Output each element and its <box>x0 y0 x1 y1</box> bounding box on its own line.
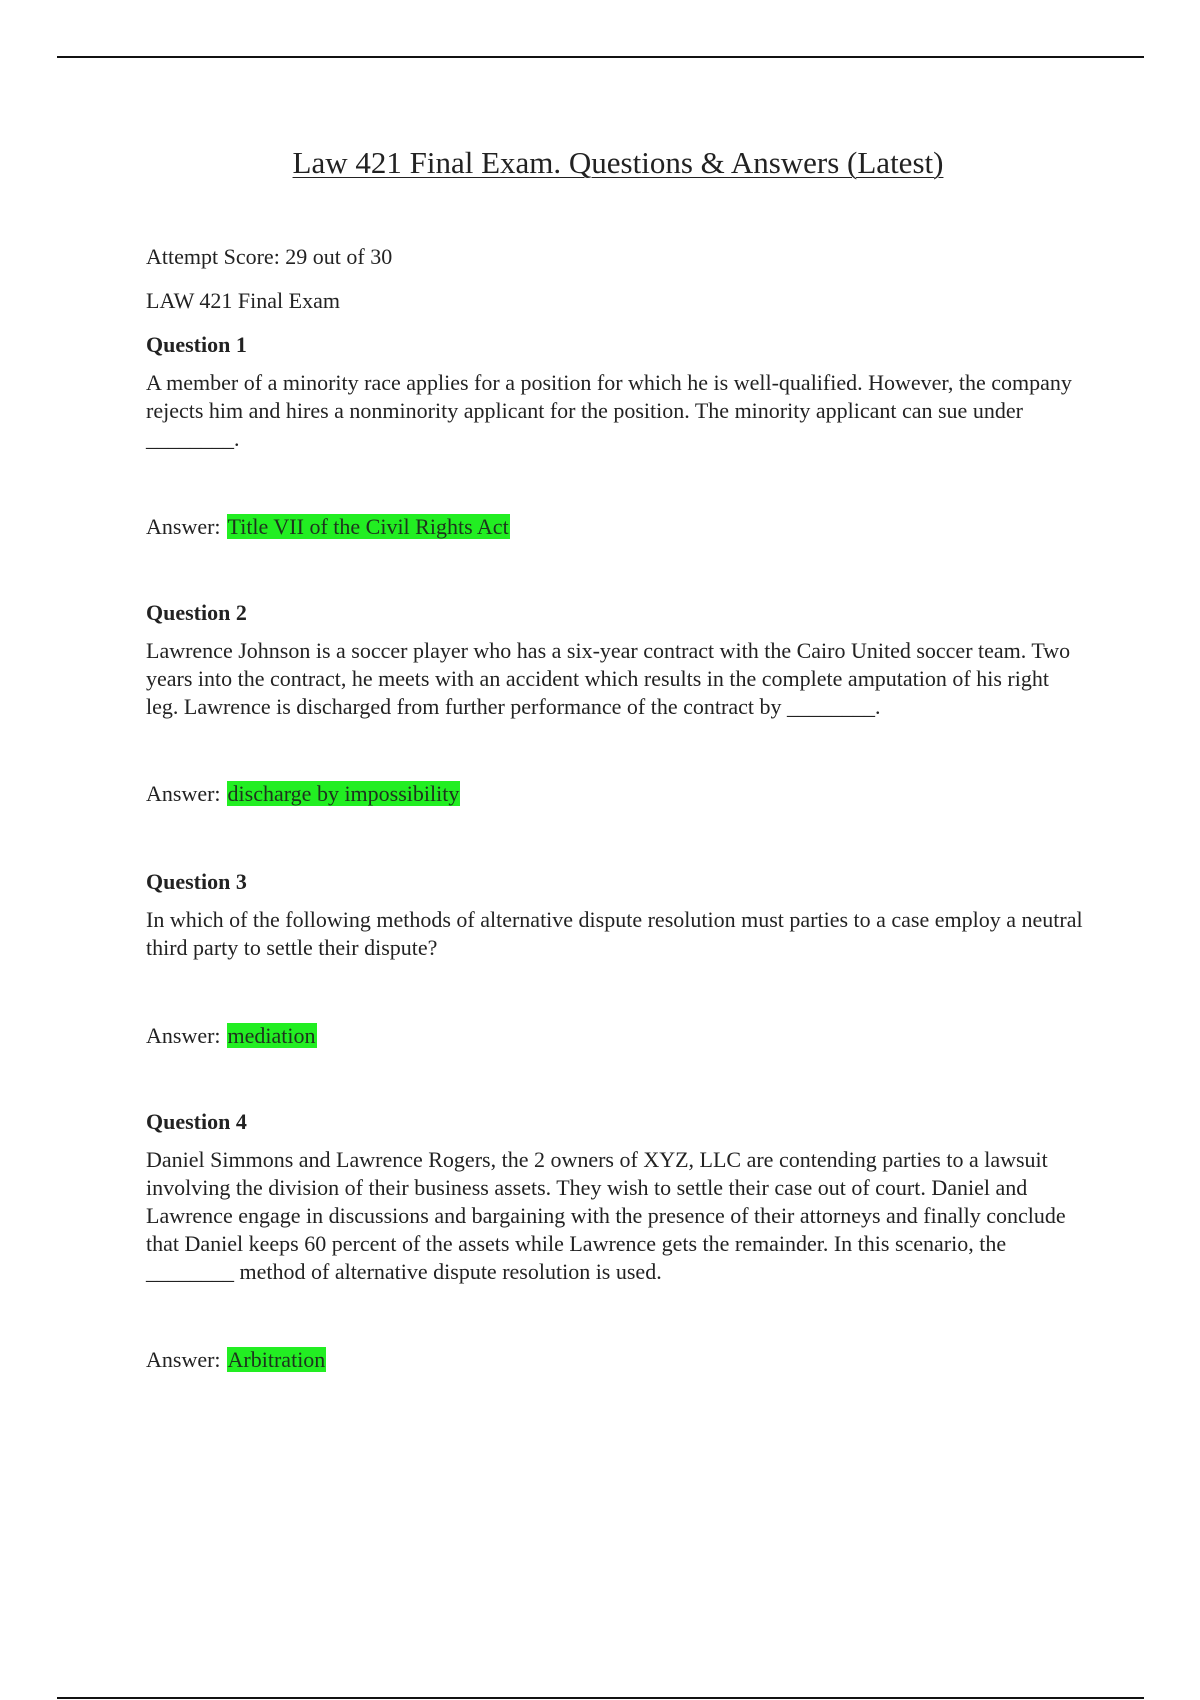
answer-label: Answer: <box>146 781 221 806</box>
question-block <box>146 599 1086 808</box>
question-heading: Question 4 <box>146 1109 247 1134</box>
answer-highlight: Arbitration <box>227 1347 326 1372</box>
answer-highlight: mediation <box>227 1023 316 1048</box>
question-block <box>146 868 1086 1050</box>
question-block <box>146 331 1086 541</box>
exam-name: LAW 421 Final Exam <box>146 288 340 313</box>
answer-highlight: discharge by impossibility <box>227 781 460 806</box>
question-block <box>146 1108 1086 1374</box>
top-rule <box>57 56 1144 58</box>
question-heading: Question 3 <box>146 869 247 894</box>
answer-highlight: Title VII of the Civil Rights Act <box>227 514 509 539</box>
question-heading: Question 2 <box>146 600 247 625</box>
document-body <box>146 243 1086 1374</box>
answer-label: Answer: <box>146 1347 221 1372</box>
answer-label: Answer: <box>146 1023 221 1048</box>
attempt-score: Attempt Score: 29 out of 30 <box>146 244 393 269</box>
answer-line <box>146 1346 1086 1374</box>
answer-line <box>146 513 1086 541</box>
question-text: A member of a minority race applies for a position for which he is well-qualified. However, the company rejects him and hires a nonminority applicant for the position. The minority applicant can sue under ________. <box>146 370 1072 451</box>
question-text: Lawrence Johnson is a soccer player who has a six-year contract with the Cairo United soccer team. Two years into the contract, he meets with an accident which results in the complete amputation of his right leg. Lawrence is discharged from further performance of the contract by ________. <box>146 638 1071 719</box>
document-title: Law 421 Final Exam. Questions & Answers (Latest) <box>292 145 944 180</box>
answer-line <box>146 1022 1086 1050</box>
question-text: In which of the following methods of alternative dispute resolution must parties to a case employ a neutral third party to settle their dispute? <box>146 907 1083 960</box>
answer-label: Answer: <box>146 514 221 539</box>
answer-line <box>146 780 1086 808</box>
question-text: Daniel Simmons and Lawrence Rogers, the 2 owners of XYZ, LLC are contending parties to a lawsuit involving the division of their business assets. They wish to settle their case out of court. Daniel and Lawrence engage in discussions and bargaining with the presence of their attorneys and finally conclude that Daniel keeps 60 percent of the assets while Lawrence gets the remainder. In this scenario, the ________ method of alternative dispute resolution is used. <box>146 1147 1066 1284</box>
question-heading: Question 1 <box>146 332 247 357</box>
bottom-rule <box>57 1697 1144 1699</box>
